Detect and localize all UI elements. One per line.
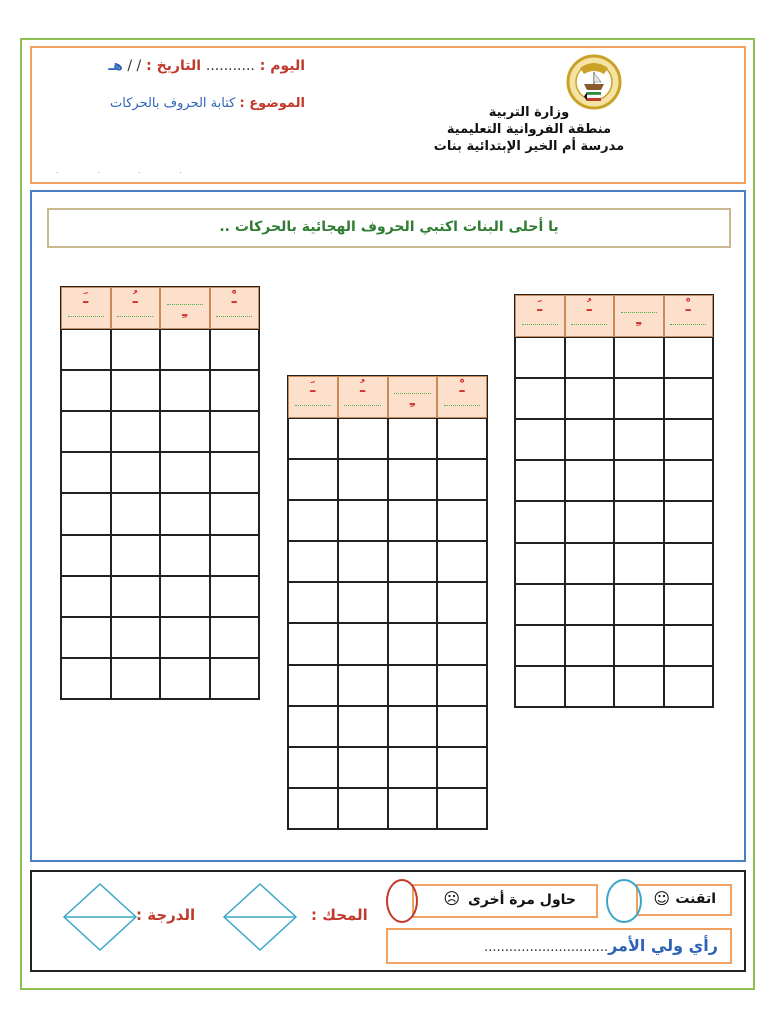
writing-cell[interactable]: [61, 535, 111, 576]
writing-cell[interactable]: [388, 665, 438, 706]
writing-cell[interactable]: [515, 666, 565, 707]
writing-cell[interactable]: [388, 788, 438, 829]
writing-cell[interactable]: [515, 625, 565, 666]
writing-cell[interactable]: [160, 535, 210, 576]
diacritic-mark: ـِ: [636, 310, 642, 328]
school-info: [419, 104, 639, 155]
writing-cell[interactable]: [388, 582, 438, 623]
district-name: منطقة الفروانية التعليمية: [446, 122, 612, 137]
writing-cell[interactable]: [565, 419, 615, 460]
dotted-guide-line: [394, 393, 430, 394]
dotted-guide-line: [167, 304, 203, 305]
hijri-suffix: هـ: [108, 58, 123, 74]
mastered-box[interactable]: [636, 884, 732, 916]
date-slashes[interactable]: / /: [122, 58, 142, 74]
writing-cell[interactable]: [160, 411, 210, 452]
header-cell: [388, 376, 438, 418]
mastered-label: اتقنت: [675, 891, 716, 907]
writing-cell[interactable]: [111, 576, 161, 617]
dotted-guide-line: [216, 316, 252, 317]
writing-cell[interactable]: [565, 543, 615, 584]
dotted-guide-line: [344, 405, 380, 406]
writing-cell[interactable]: [160, 617, 210, 658]
writing-cell[interactable]: [61, 493, 111, 534]
diacritic-mark: ـَ: [310, 378, 316, 396]
header-cell: [614, 295, 664, 337]
ministry-name: وزارة التربية: [488, 105, 570, 120]
writing-cell[interactable]: [288, 500, 338, 541]
writing-cell[interactable]: [515, 337, 565, 378]
writing-cell[interactable]: [614, 378, 664, 419]
writing-cell[interactable]: [288, 418, 338, 459]
smile-icon: ☺: [653, 889, 670, 908]
writing-cell[interactable]: [565, 584, 615, 625]
diacritic-mark: ـُ: [586, 297, 592, 315]
writing-cell[interactable]: [61, 452, 111, 493]
writing-cell[interactable]: [338, 582, 388, 623]
writing-cell[interactable]: [160, 452, 210, 493]
writing-cell[interactable]: [437, 665, 487, 706]
writing-cell[interactable]: [160, 658, 210, 699]
writing-cell[interactable]: [210, 576, 260, 617]
grade-diamond[interactable]: [62, 882, 138, 952]
writing-cell[interactable]: [437, 459, 487, 500]
day-label: اليوم :: [259, 58, 305, 74]
writing-cell[interactable]: [111, 329, 161, 370]
header-cell: [288, 376, 338, 418]
mastered-circle[interactable]: [606, 879, 642, 923]
dotted-guide-line: [68, 316, 104, 317]
writing-cell[interactable]: [515, 543, 565, 584]
writing-cell[interactable]: [160, 370, 210, 411]
subject-line: [110, 96, 305, 111]
kuwait-emblem-icon: [566, 54, 622, 110]
writing-cell[interactable]: [565, 378, 615, 419]
writing-cell[interactable]: [61, 411, 111, 452]
writing-cell[interactable]: [437, 623, 487, 664]
subject-label: الموضوع :: [239, 96, 305, 111]
writing-cell[interactable]: [437, 418, 487, 459]
diacritic-mark: ـْ: [459, 378, 465, 396]
writing-cell[interactable]: [614, 625, 664, 666]
writing-cell[interactable]: [111, 493, 161, 534]
writing-cell[interactable]: [160, 576, 210, 617]
criterion-diamond[interactable]: [222, 882, 298, 952]
dotted-guide-line: [117, 316, 153, 317]
dotted-guide-line: [295, 405, 331, 406]
writing-cell[interactable]: [614, 460, 664, 501]
writing-cell[interactable]: [61, 370, 111, 411]
parent-label: رأي ولي الأمر: [608, 936, 718, 955]
writing-cell[interactable]: [565, 666, 615, 707]
writing-cell[interactable]: [288, 582, 338, 623]
parent-dots[interactable]: ..............................: [484, 940, 609, 955]
try-again-label: حاول مرة أخرى: [467, 892, 576, 908]
writing-cell[interactable]: [111, 617, 161, 658]
writing-grid-left: [60, 286, 260, 700]
instruction-bar: [47, 208, 731, 248]
writing-cell[interactable]: [437, 788, 487, 829]
dotted-guide-line: [670, 324, 706, 325]
grade-label: الدرجة :: [136, 906, 196, 924]
writing-cell[interactable]: [664, 625, 714, 666]
writing-cell[interactable]: [338, 418, 388, 459]
writing-cell[interactable]: [614, 584, 664, 625]
writing-cell[interactable]: [614, 543, 664, 584]
header-cell: [515, 295, 565, 337]
writing-cell[interactable]: [111, 535, 161, 576]
writing-cell[interactable]: [338, 500, 388, 541]
writing-cell[interactable]: [664, 584, 714, 625]
writing-cell[interactable]: [338, 747, 388, 788]
writing-cell[interactable]: [565, 460, 615, 501]
header-cell: [565, 295, 615, 337]
writing-cell[interactable]: [61, 617, 111, 658]
writing-cell[interactable]: [160, 493, 210, 534]
diacritic-mark: ـْ: [231, 289, 237, 307]
writing-cell[interactable]: [388, 500, 438, 541]
writing-cell[interactable]: [210, 370, 260, 411]
writing-cell[interactable]: [388, 706, 438, 747]
writing-cell[interactable]: [288, 665, 338, 706]
school-name: مدرسة أم الخير الإبتدائية بنات: [433, 139, 625, 154]
subject-value: كتابة الحروف بالحركات: [110, 96, 236, 111]
writing-cell[interactable]: [437, 747, 487, 788]
writing-cell[interactable]: [338, 706, 388, 747]
writing-cell[interactable]: [388, 541, 438, 582]
writing-cell[interactable]: [664, 543, 714, 584]
writing-cell[interactable]: [515, 460, 565, 501]
writing-cell[interactable]: [210, 493, 260, 534]
parent-opinion-box[interactable]: [386, 928, 732, 964]
header-cell: [210, 287, 260, 329]
writing-cell[interactable]: [288, 459, 338, 500]
parent-opinion-line: [484, 936, 718, 955]
try-again-box[interactable]: [412, 884, 598, 918]
instruction-text: يا أحلى البنات اكتبي الحروف الهجائية بالحركات ..: [219, 219, 559, 235]
date-label: التاريخ :: [146, 58, 202, 74]
writing-cell[interactable]: [210, 535, 260, 576]
writing-cell[interactable]: [338, 459, 388, 500]
writing-cell[interactable]: [664, 666, 714, 707]
writing-cell[interactable]: [388, 418, 438, 459]
writing-cell[interactable]: [565, 625, 615, 666]
writing-cell[interactable]: [111, 452, 161, 493]
writing-cell[interactable]: [515, 378, 565, 419]
writing-cell[interactable]: [437, 541, 487, 582]
criterion-label: المحك :: [311, 906, 368, 924]
diacritic-mark: ـَ: [537, 297, 543, 315]
faint-dots: . . . .: [56, 166, 200, 175]
diacritic-mark: ـِ: [182, 302, 188, 320]
header-cell: [160, 287, 210, 329]
dotted-guide-line: [571, 324, 607, 325]
writing-cell[interactable]: [288, 706, 338, 747]
header-cell: [437, 376, 487, 418]
writing-cell[interactable]: [288, 541, 338, 582]
writing-cell[interactable]: [288, 788, 338, 829]
writing-cell[interactable]: [614, 666, 664, 707]
writing-cell[interactable]: [614, 337, 664, 378]
writing-cell[interactable]: [288, 623, 338, 664]
writing-cell[interactable]: [210, 617, 260, 658]
writing-cell[interactable]: [338, 665, 388, 706]
writing-cell[interactable]: [210, 329, 260, 370]
writing-cell[interactable]: [288, 747, 338, 788]
diacritic-mark: ـَ: [83, 289, 89, 307]
writing-cell[interactable]: [437, 582, 487, 623]
writing-cell[interactable]: [388, 623, 438, 664]
writing-cell[interactable]: [111, 411, 161, 452]
writing-cell[interactable]: [111, 658, 161, 699]
writing-cell[interactable]: [614, 419, 664, 460]
dotted-guide-line: [444, 405, 480, 406]
writing-cell[interactable]: [515, 419, 565, 460]
writing-cell[interactable]: [210, 411, 260, 452]
date-line: [108, 58, 305, 74]
writing-cell[interactable]: [565, 337, 615, 378]
header-cell: [338, 376, 388, 418]
header-cell: [111, 287, 161, 329]
writing-cell[interactable]: [111, 370, 161, 411]
dotted-guide-line: [621, 312, 657, 313]
writing-cell[interactable]: [515, 584, 565, 625]
writing-cell[interactable]: [210, 452, 260, 493]
writing-cell[interactable]: [515, 501, 565, 542]
writing-cell[interactable]: [388, 747, 438, 788]
writing-cell[interactable]: [437, 706, 487, 747]
writing-cell[interactable]: [388, 459, 438, 500]
writing-cell[interactable]: [614, 501, 664, 542]
writing-cell[interactable]: [664, 419, 714, 460]
writing-cell[interactable]: [338, 788, 388, 829]
day-dots[interactable]: ...........: [205, 58, 255, 74]
writing-cell[interactable]: [61, 658, 111, 699]
writing-cell[interactable]: [664, 501, 714, 542]
diacritic-mark: ـُ: [132, 289, 138, 307]
writing-cell[interactable]: [338, 623, 388, 664]
writing-cell[interactable]: [664, 337, 714, 378]
writing-cell[interactable]: [664, 460, 714, 501]
writing-cell[interactable]: [664, 378, 714, 419]
writing-cell[interactable]: [437, 500, 487, 541]
dotted-guide-line: [522, 324, 558, 325]
writing-grid-right: [514, 294, 714, 708]
try-again-circle[interactable]: [386, 879, 418, 923]
diacritic-mark: ـِ: [409, 391, 415, 409]
writing-cell[interactable]: [565, 501, 615, 542]
writing-cell[interactable]: [61, 576, 111, 617]
writing-cell[interactable]: [160, 329, 210, 370]
frown-icon: ☹: [443, 889, 460, 908]
writing-cell[interactable]: [210, 658, 260, 699]
writing-cell[interactable]: [61, 329, 111, 370]
diacritic-mark: ـْ: [685, 297, 691, 315]
diacritic-mark: ـُ: [360, 378, 366, 396]
header-cell: [61, 287, 111, 329]
header-cell: [664, 295, 714, 337]
writing-grid-middle: [287, 375, 488, 830]
writing-cell[interactable]: [338, 541, 388, 582]
